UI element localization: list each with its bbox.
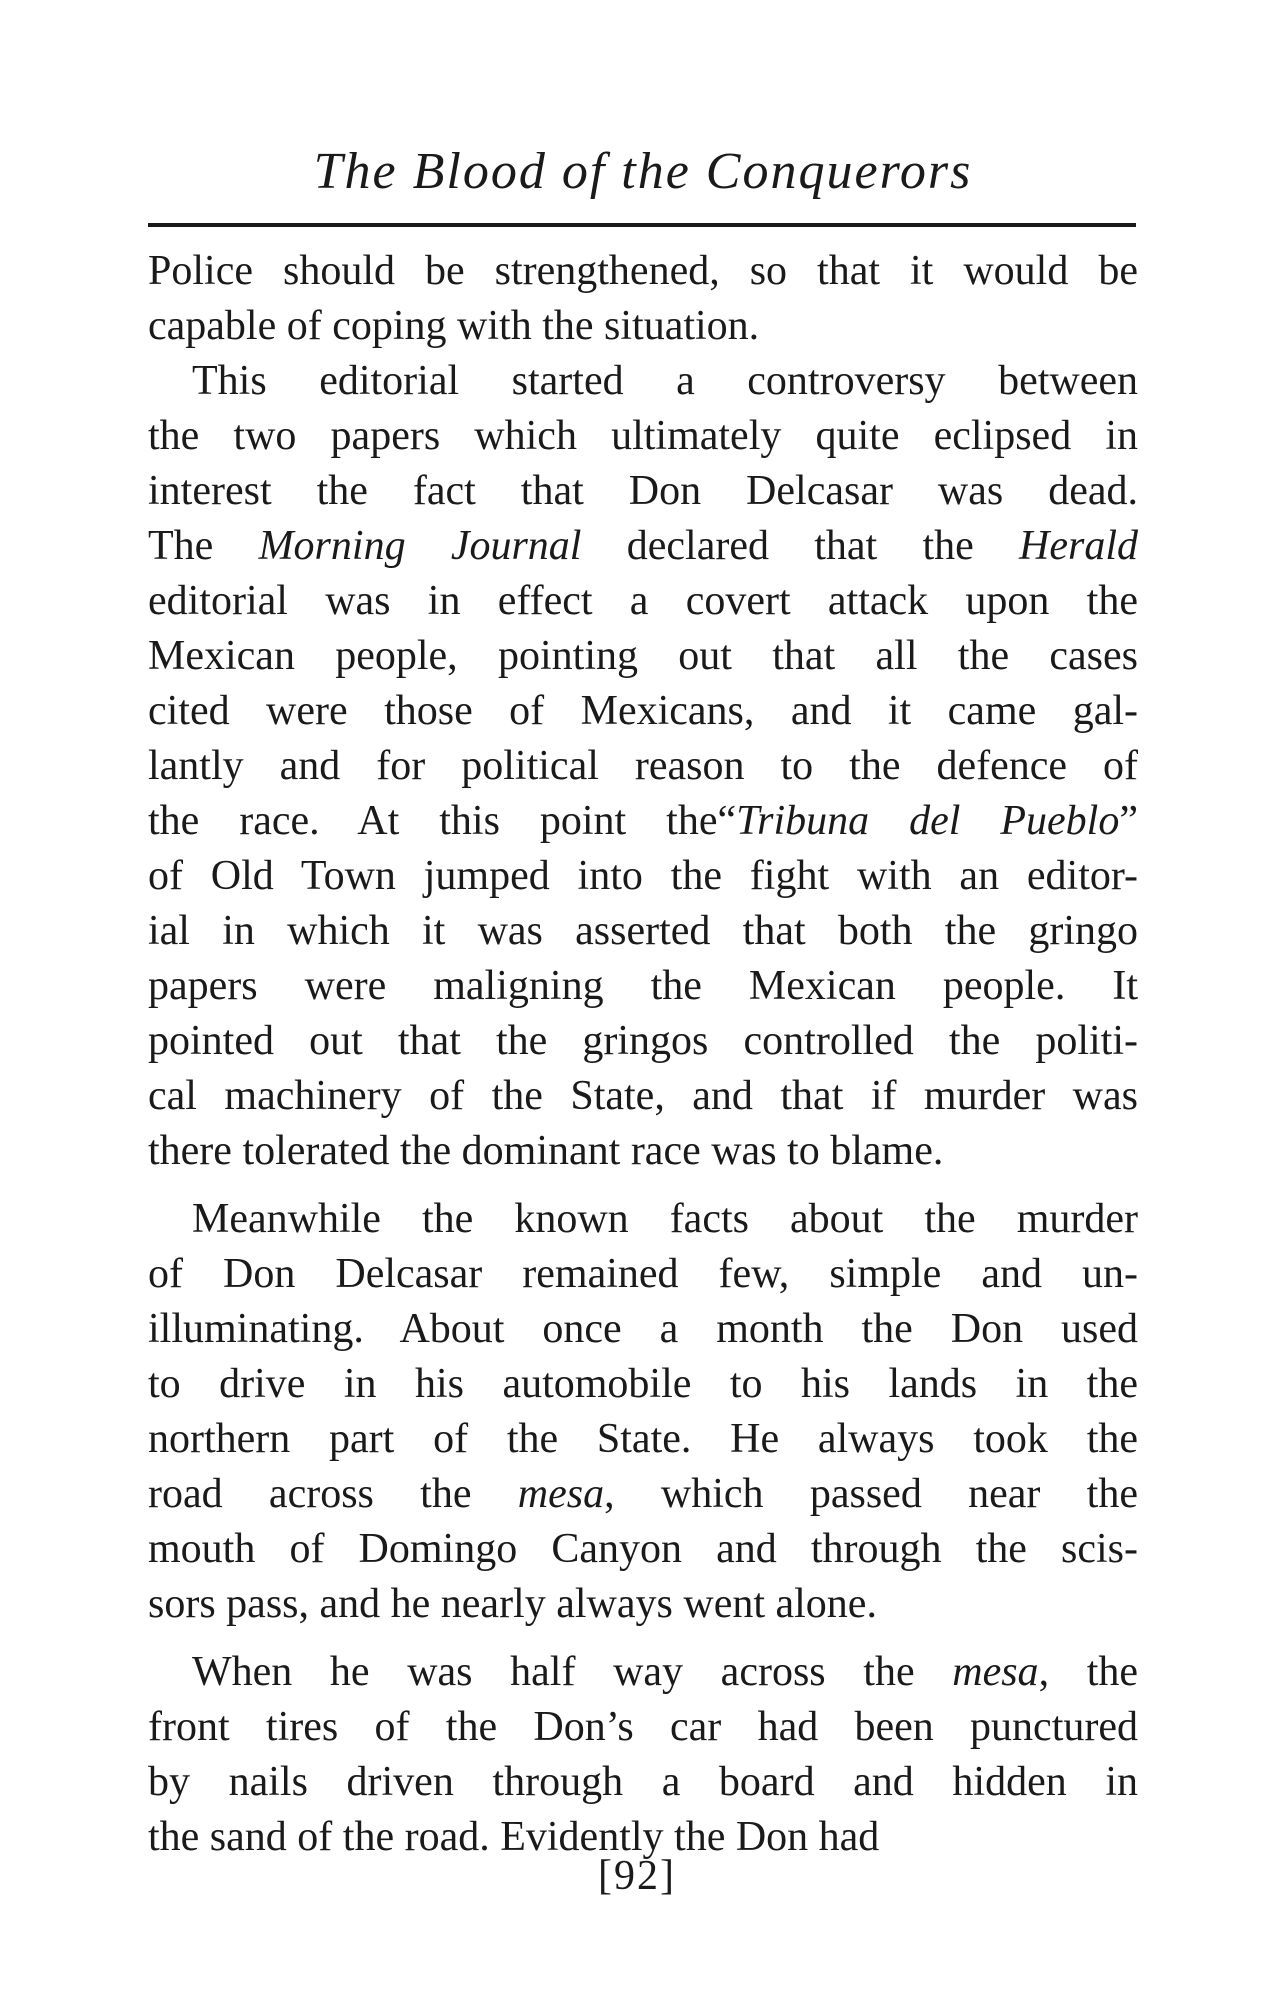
text-line: ial in which it was asserted that both the gringo — [148, 908, 1138, 954]
text-line: to drive in his automobile to his lands in the — [148, 1361, 1138, 1407]
header-rule — [148, 223, 1136, 227]
text-line: The Morning Journal declared that the Herald — [148, 523, 1139, 569]
text-line: northern part of the State. He always took the — [148, 1416, 1138, 1462]
text-line: illuminating. About once a month the Don used — [148, 1306, 1138, 1352]
text-line: When he was half way across the mesa, the — [192, 1649, 1139, 1695]
paragraph — [148, 1192, 1138, 1632]
paragraph — [148, 244, 1138, 354]
text-line: the two papers which ultimately quite eclipsed in — [148, 413, 1138, 459]
text-line: the sand of the road. Evidently the Don had — [148, 1814, 880, 1860]
text-line: Mexican people, pointing out that all the cases — [148, 633, 1138, 679]
text-line: front tires of the Don’s car had been punctured — [148, 1704, 1138, 1750]
text-line: the race. At this point the“Tribuna del Pueblo” — [148, 798, 1138, 844]
page-number: [92] — [598, 1853, 676, 1899]
text-line: mouth of Domingo Canyon and through the scis- — [148, 1526, 1138, 1572]
text-line: cited were those of Mexicans, and it came gal- — [148, 688, 1138, 734]
paragraph-gap — [148, 1632, 1138, 1645]
running-head: The Blood of the Conquerors — [313, 143, 973, 200]
text-line: by nails driven through a board and hidden in — [148, 1759, 1138, 1805]
text-line: Meanwhile the known facts about the murder — [192, 1196, 1138, 1242]
text-line: lantly and for political reason to the defence of — [148, 743, 1138, 789]
text-line: of Don Delcasar remained few, simple and un- — [148, 1251, 1138, 1297]
text-line: road across the mesa, which passed near the — [148, 1471, 1138, 1517]
text-line: This editorial started a controversy between — [192, 358, 1138, 404]
body-text — [148, 244, 1138, 1865]
text-line: editorial was in effect a covert attack upon the — [148, 578, 1138, 624]
text-line: sors pass, and he nearly always went alone. — [148, 1581, 877, 1627]
text-line: cal machinery of the State, and that if murder was — [148, 1073, 1138, 1119]
text-line: pointed out that the gringos controlled the politi- — [148, 1018, 1138, 1064]
text-line: interest the fact that Don Delcasar was dead. — [148, 468, 1138, 514]
paragraph — [148, 354, 1138, 1179]
text-line: papers were maligning the Mexican people. It — [148, 963, 1138, 1009]
text-line: of Old Town jumped into the fight with an editor- — [148, 853, 1138, 899]
paragraph — [148, 1645, 1138, 1865]
text-line: capable of coping with the situation. — [148, 303, 760, 349]
paragraph-gap — [148, 1179, 1138, 1192]
text-line: there tolerated the dominant race was to blame. — [148, 1128, 944, 1174]
text-line: Police should be strengthened, so that it would be — [148, 248, 1138, 294]
